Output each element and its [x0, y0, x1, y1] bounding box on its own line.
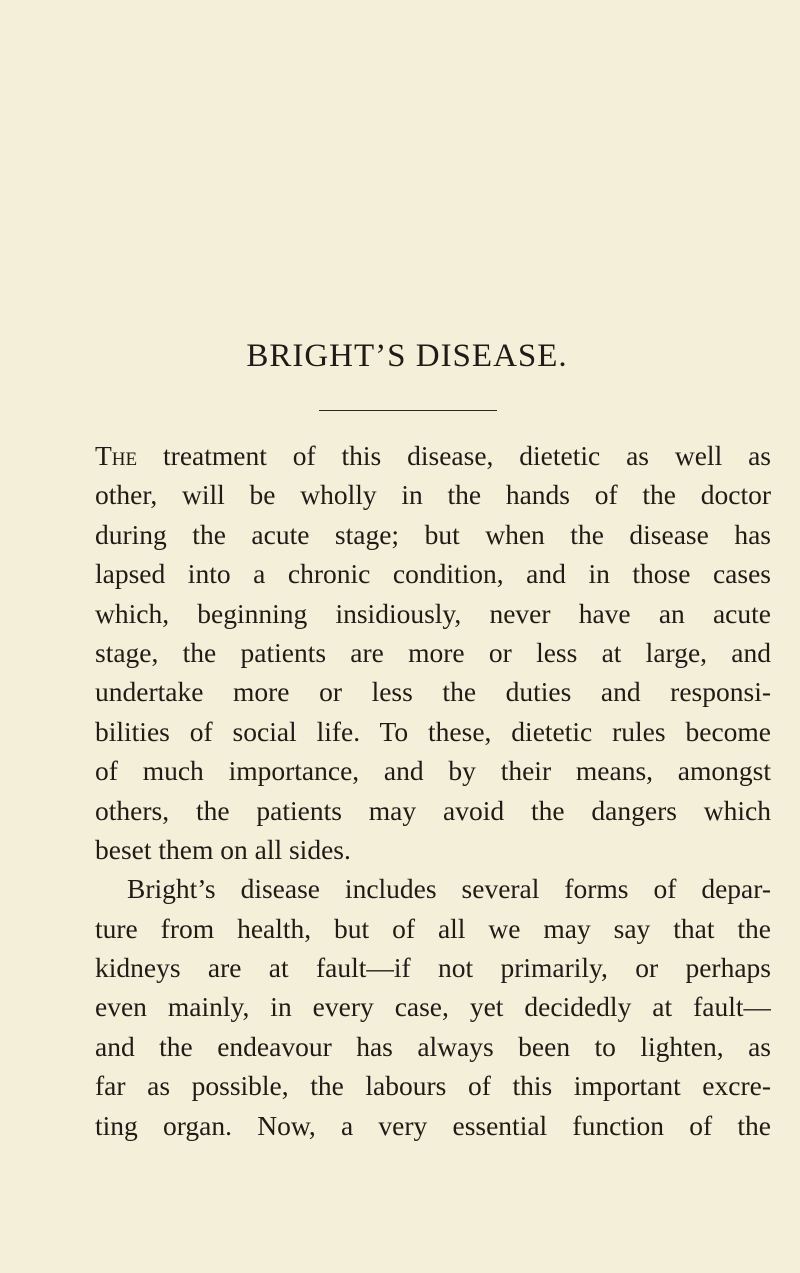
- text-line: other, will be wholly in the hands of the doctor: [95, 479, 771, 511]
- text-line: lapsed into a chronic condition, and in those cases: [95, 558, 771, 590]
- text-line: ting organ. Now, a very essential function of the: [95, 1109, 771, 1141]
- body-text: [95, 436, 771, 1145]
- text-line: and the endeavour has always been to lighten, as: [95, 1030, 771, 1062]
- text-line: of much importance, and by their means, amongst: [95, 755, 771, 787]
- text-line: others, the patients may avoid the dangers which: [95, 794, 771, 826]
- text-line: undertake more or less the duties and responsi-: [95, 676, 771, 708]
- text-line: even mainly, in every case, yet decidedly at fault—: [95, 991, 771, 1023]
- text-line: during the acute stage; but when the disease has: [95, 518, 771, 550]
- text-line: [95, 436, 771, 475]
- drop-word: The: [95, 440, 138, 471]
- text-line: beset them on all sides.: [95, 833, 351, 865]
- chapter-title: BRIGHT’S DISEASE.: [246, 338, 568, 374]
- text-line: which, beginning insidiously, never have an acute: [95, 597, 771, 629]
- text-line: kidneys are at fault—if not primarily, or perhaps: [95, 952, 771, 984]
- text-line: ture from health, but of all we may say that the: [95, 912, 771, 944]
- text-line-rest: treatment of this disease, dietetic as well as: [137, 440, 771, 471]
- text-line: stage, the patients are more or less at large, and: [95, 636, 771, 668]
- title-divider-rule: [319, 410, 497, 411]
- text-line: bilities of social life. To these, dietetic rules become: [95, 715, 771, 747]
- text-line: Bright’s disease includes several forms of depar-: [127, 873, 771, 905]
- text-line: far as possible, the labours of this important excre-: [95, 1070, 771, 1102]
